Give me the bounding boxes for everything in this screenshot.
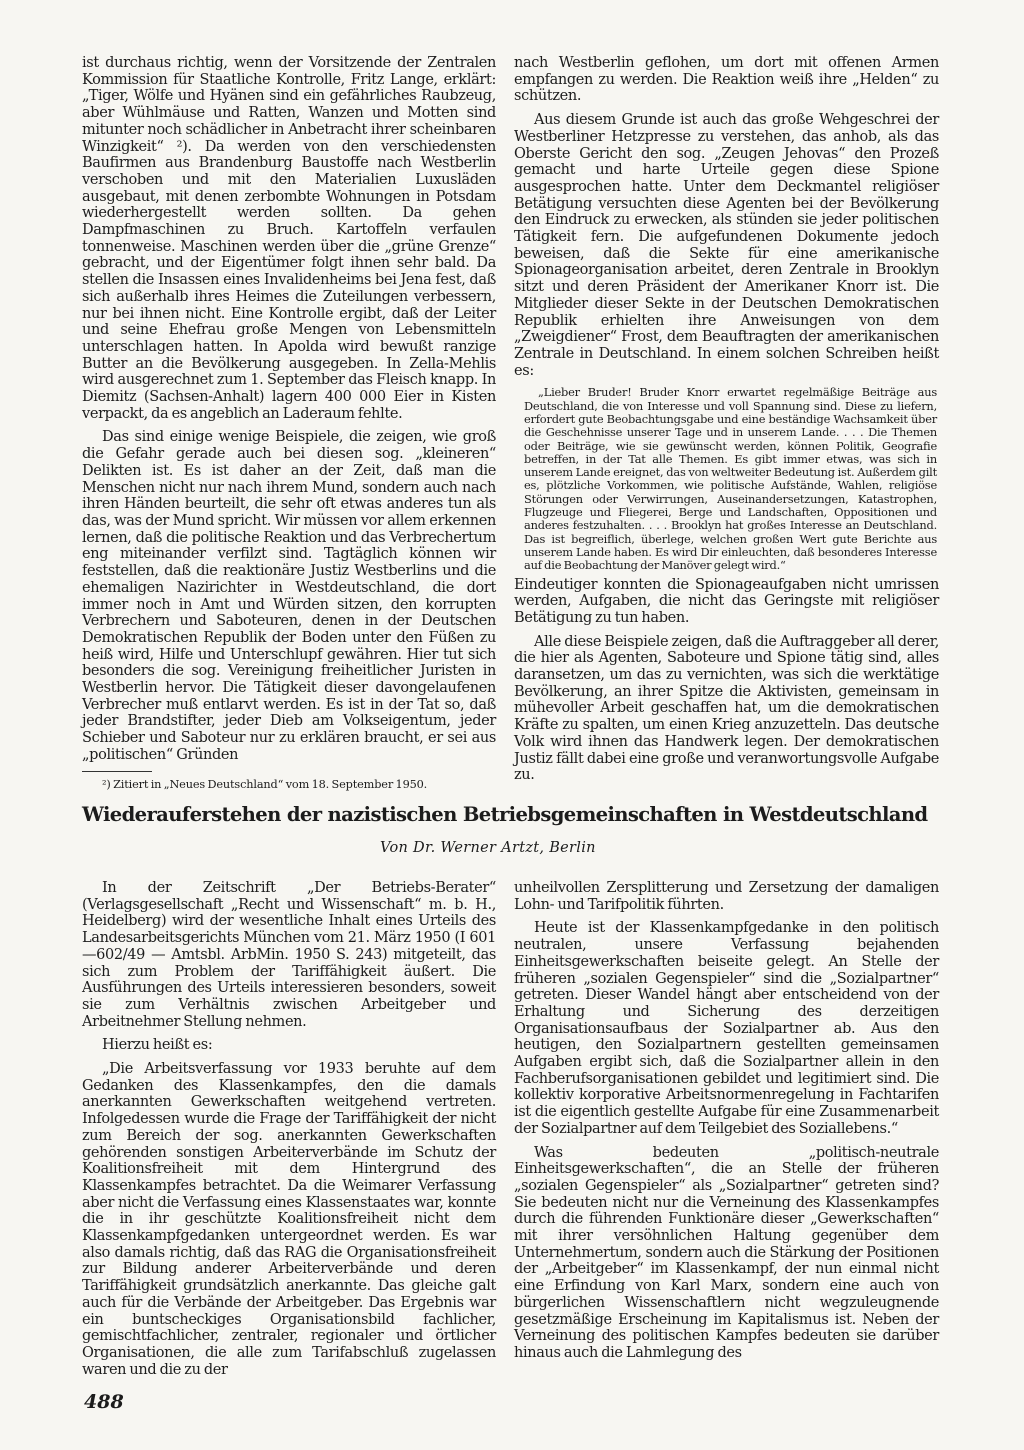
- article-left-column: [82, 880, 496, 1385]
- top-left-column: [82, 55, 496, 798]
- paragraph: Eindeutiger konnten die Spionageaufgaben nicht umrissen werden, Aufgaben, die nicht das Geringste mit religiöser Betätigung zu tun haben.: [514, 576, 939, 626]
- paragraph: nach Westberlin geflohen, um dort mit offenen Armen empfangen zu werden. Die Reaktion weiß ihre „Helden“ zu schützen.: [514, 55, 939, 105]
- paragraph: Das sind einige wenige Beispiele, die zeigen, wie groß die Gefahr gerade auch bei diesen sog. „kleineren“ Delikten ist. Es ist daher an der Zeit, daß man die Menschen nicht nur nach ihrem Mund, sondern auch nach ihren Händen beurteilt, die sehr oft etwas anderes tun als das, was der Mund spricht. Wir müssen vor allem erkennen lernen, daß die politische Reaktion und das Verbrechertum eng miteinander verfilzt sind. Tagtäglich können wir feststellen, daß die reaktionäre Justiz Westberlins und die ehemaligen Nazirichter in Westdeutschland, die dort immer noch in Amt und Würden sitzen, den korrupten Verbrechern und Saboteuren, denen in der Deutschen Demokratischen Republik der Boden unter den Füßen zu heiß wird, Hilfe und Unterschlupf gewähren. Hier tut sich besonders die sog. Vereinigung freiheitlicher Juristen in Westberlin hervor. Die Tätigkeit dieser davongelaufenen Verbrecher muß entlarvt werden. Es ist in der Tat so, daß jeder Brandstifter, jeder Dieb am Volkseigentum, jeder Schieber und Saboteur nur zu erklären braucht, er sei aus „politischen“ Gründen: [82, 429, 496, 763]
- paragraph: „Die Arbeitsverfassung vor 1933 beruhte auf dem Gedanken des Klassenkampfes, den die damals anerkannten Gewerkschaften weitgehend vertreten. Infolgedessen wurde die Frage der Tariffähigkeit der nicht zum Bereich der sog. anerkannten Gewerkschaften gehörenden sonstigen Arbeiterverbände im Schutz der Koalitionsfreiheit mit dem Hintergrund des Klassenkampfes betrachtet. Da die Weimarer Verfassung aber nicht die Verfassung eines Klassenstaates war, konnte die in ihr geschützte Koalitionsfreiheit nicht dem Klassenkampfgedanken untergeordnet werden. Es war also damals richtig, daß das RAG die Organisationsfreiheit zur Bildung anderer Arbeiterverbände und deren Tariffähigkeit grundsätzlich anerkannte. Das gleiche galt auch für die Verbände der Arbeitgeber. Das Ergebnis war ein buntscheckiges Organisationsbild fachlicher, gemischtfachlicher, zentraler, regionaler und örtlicher Organisationen, die alle zum Tarifabschluß zugelassen waren und die zu der: [82, 1061, 496, 1378]
- page-number: 488: [84, 1391, 124, 1413]
- article-right-column: [514, 880, 939, 1369]
- top-right-column: [514, 55, 939, 791]
- paragraph: In der Zeitschrift „Der Betriebs-Berater“ (Verlagsgesellschaft „Recht und Wissenschaft“ m. b. H., Heidelberg) wird der wesentliche Inhalt eines Urteils des Landesarbeitsgerichts München vom 21. März 1950 (I 601—602/49 — Amtsbl. ArbMin. 1950 S. 243) mitgeteilt, das sich zum Problem der Tariffähigkeit äußert. Die Ausführungen des Urteils interessieren besonders, soweit sie zum Verhältnis zwischen Arbeitgeber und Arbeitnehmer Stellung nehmen.: [82, 880, 496, 1030]
- paragraph: Hierzu heißt es:: [102, 1037, 213, 1054]
- quoted-letter: „Lieber Bruder! Bruder Knorr erwartet regelmäßige Beiträge aus Deutschland, die von Interesse und voll Spannung sind. Diese zu liefern, erfordert gute Beobachtungsgabe und eine beständige Wachsamkeit über die Geschehnisse unserer Tage und in unserem Lande. . . . Die Themen oder Beiträge, wie sie gewünscht werden, können Politik, Geografie betreffen, in der Tat alle Themen. Es gibt immer etwas, was sich in unserem Lande ereignet, das von weltweiter Bedeutung ist. Außerdem gilt es, plötzliche Vorkommen, wie politische Aufstände, Wahlen, religiöse Störungen oder Verwirrungen, Auseinandersetzungen, Katastrophen, Flugzeuge und Fliegerei, Berge und Landschaften, Oppositionen und anderes festzuhalten. . . . Brooklyn hat großes Interesse an Deutschland. Das ist begreiflich, überlege, welchen großen Wert gute Berichte aus unserem Lande haben. Es wird Dir einleuchten, daß besonderes Interesse auf die Beobachtung der Manöver gelegt wird.“: [524, 385, 937, 573]
- paragraph: Aus diesem Grunde ist auch das große Wehgeschrei der Westberliner Hetzpresse zu verstehen, das anhob, als das Oberste Gericht den sog. „Zeugen Jehovas“ den Prozeß gemacht und harte Urteile gegen diese Spione ausgesprochen hatte. Unter dem Deckmantel religiöser Betätigung versuchten diese Agenten bei der Bevölkerung den Eindruck zu erwecken, als stünden sie jeder politischen Tätigkeit fern. Die aufgefundenen Dokumente jedoch beweisen, daß die Sekte für eine amerikanische Spionageorganisation arbeitet, deren Zentrale in Brooklyn sitzt und deren Präsident der Amerikaner Knorr ist. Die Mitglieder dieser Sekte in der Deutschen Demokratischen Republik erhielten ihre Anweisungen von dem „Zweigdiener“ Frost, dem Beauftragten der amerikanischen Zentrale in Deutschland. In einem solchen Schreiben heißt es:: [514, 112, 939, 379]
- paragraph: ist durchaus richtig, wenn der Vorsitzende der Zentralen Kommission für Staatliche Kontrolle, Fritz Lange, erklärt: „Tiger, Wölfe und Hyänen sind ein gefährliches Raubzeug, aber Wühlmäuse und Ratten, Wanzen und Motten sind mitunter noch schädlicher in Anbetracht ihrer scheinbaren Winzigkeit“ ²). Da werden von den verschiedensten Baufirmen aus Brandenburg Baustoffe nach Westberlin verschoben und mit den Materialien Luxusläden ausgebaut, mit denen zerbombte Wohnungen in Potsdam wiederhergestellt werden sollten. Da gehen Dampfmaschinen zu Bruch. Kartoffeln verfaulen tonnenweise. Maschinen werden über die „grüne Grenze“ gebracht, und der Eigentümer folgt ihnen sehr bald. Da stellen die Insassen eines Invalidenheims bei Jena fest, daß sich außerhalb ihres Heimes die Zuteilungen verbessern, nur bei ihnen nicht. Eine Kontrolle ergibt, daß der Leiter und seine Ehefrau große Mengen von Lebensmitteln unterschlagen hatten. In Apolda wird bewußt ranzige Butter an die Bevölkerung ausgegeben. In Zella-Mehlis wird ausgerechnet zum 1. September das Fleisch knapp. In Diemitz (Sachsen-Anhalt) lagern 400 000 Eier in Kisten verpackt, da es angeblich an Laderaum fehlte.: [82, 55, 496, 422]
- footnote: ²) Zitiert in „Neues Deutschland“ vom 18. September 1950.: [102, 777, 428, 791]
- paragraph: unheilvollen Zersplitterung und Zersetzung der damaligen Lohn- und Tarifpolitik führten.: [514, 880, 939, 913]
- article-title: Wiederauferstehen der nazistischen Betriebsgemeinschaften in Westdeutschland: [82, 803, 928, 826]
- article-byline: Von Dr. Werner Artzt, Berlin: [380, 840, 596, 856]
- paragraph: Heute ist der Klassenkampfgedanke in den politisch neutralen, unsere Verfassung bejahenden Einheitsgewerkschaften beiseite gelegt. An Stelle der früheren „sozialen Gegenspieler“ sind die „Sozialpartner“ getreten. Dieser Wandel hängt aber entscheidend von der Erhaltung und Sicherung des derzeitigen Organisationsaufbaus der Sozialpartner ab. Aus den heutigen, den Sozialpartnern gestellten gemeinsamen Aufgaben ergibt sich, daß die Sozialpartner allein in den Fachberufsorganisationen gebildet und legitimiert sind. Die kollektiv korporative Arbeitsnormenregelung in Fachtarifen ist die eigentlich gestellte Aufgabe für eine Zusammenarbeit der Sozialpartner auf dem Teilgebiet des Soziallebens.“: [514, 920, 939, 1137]
- paragraph: Was bedeuten „politisch-neutrale Einheitsgewerkschaften“, die an Stelle der früheren „sozialen Gegenspieler“ als „Sozialpartner“ getreten sind? Sie bedeuten nicht nur die Verneinung des Klassenkampfes durch die führenden Funktionäre dieser „Gewerkschaften“ mit ihrer versöhnlichen Haltung gegenüber dem Unternehmertum, sondern auch die Stärkung der Positionen der „Arbeitgeber“ im Klassenkampf, der nun einmal nicht eine Erfindung von Karl Marx, sondern eine auch von bürgerlichen Wissenschaftlern nicht wegzuleugnende gesetzmäßige Erscheinung im Kapitalismus ist. Neben der Verneinung des politischen Kampfes bedeuten sie darüber hinaus auch die Lahmlegung des: [514, 1144, 939, 1361]
- footnote-rule: [82, 771, 152, 772]
- paragraph: Alle diese Beispiele zeigen, daß die Auftraggeber all derer, die hier als Agenten, Saboteure und Spione tätig sind, alles daransetzen, um das zu vernichten, was sich die werktätige Bevölkerung, an ihrer Spitze die Aktivisten, gemeinsam in mühevoller Arbeit geschaffen hat, um die demokratischen Kräfte zu spalten, um einen Krieg anzuzetteln. Das deutsche Volk wird ihnen das Handwerk legen. Der demokratischen Justiz fällt dabei eine große und veranwortungsvolle Aufgabe zu.: [514, 633, 939, 784]
